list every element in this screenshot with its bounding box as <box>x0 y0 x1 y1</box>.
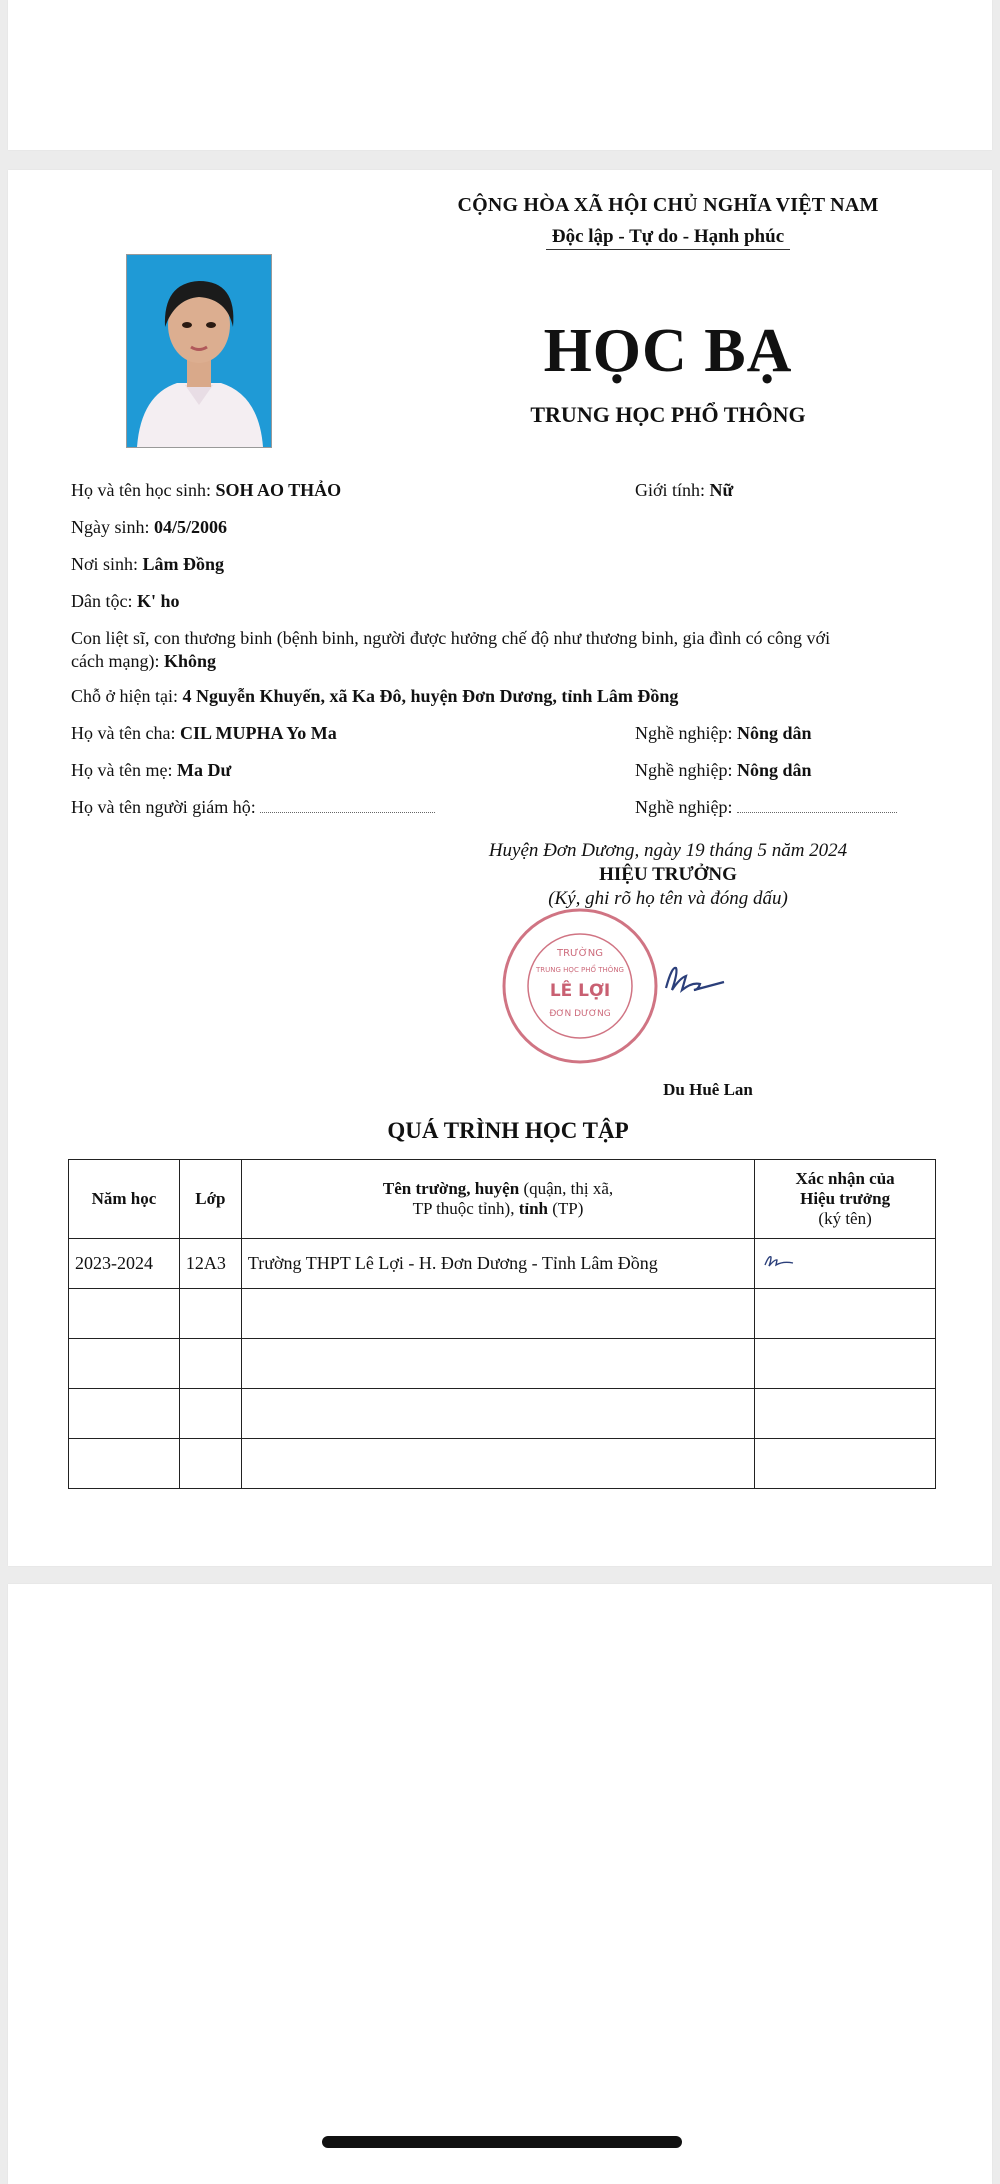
guardian-row <box>71 797 435 818</box>
cell-school <box>241 1389 754 1439</box>
table-row <box>69 1339 936 1389</box>
confirm-header-3: (ký tên) <box>818 1209 872 1228</box>
dob-label: Ngày sinh: <box>71 517 150 537</box>
school-header-bold-1: Tên trường, huyện <box>382 1179 520 1198</box>
school-header-bold-2: tỉnh <box>518 1199 549 1218</box>
birthplace-row <box>71 554 224 575</box>
father-job: Nông dân <box>736 723 812 743</box>
confirm-signature <box>761 1251 797 1271</box>
address-value: 4 Nguyễn Khuyến, xã Ka Đô, huyện Đơn Dương, tỉnh Lâm Đồng <box>182 686 679 706</box>
cell-confirm <box>755 1339 936 1389</box>
guardian-job-blank <box>737 812 897 813</box>
confirm-header-2: Hiệu trưởng <box>800 1189 891 1208</box>
policy-row-line2 <box>71 651 216 672</box>
cell-school <box>241 1289 754 1339</box>
birthplace-value: Lâm Đồng <box>142 554 225 574</box>
guardian-blank <box>260 812 435 813</box>
next-page <box>8 1584 992 2184</box>
father-job-row <box>635 723 812 744</box>
stamp-school-name: LÊ LỢI <box>549 981 611 1001</box>
portrait-illustration <box>127 255 271 447</box>
motto-text: Độc lập - Tự do - Hạnh phúc <box>546 226 790 250</box>
guardian-job-row <box>635 797 897 818</box>
mother-name: Ma Dư <box>176 760 232 780</box>
stamp-graphic <box>500 906 660 1066</box>
cell-class <box>179 1439 241 1489</box>
col-school-header <box>241 1160 754 1239</box>
motto <box>308 226 1000 248</box>
school-header-norm-1: (quận, thị xã, <box>523 1179 614 1198</box>
cell-class <box>179 1339 241 1389</box>
document-page <box>8 170 992 1566</box>
document-title: HỌC BẠ <box>543 317 793 385</box>
cell-school: Trường THPT Lê Lợi - H. Đơn Dương - Tỉnh Lâm Đồng <box>241 1239 754 1289</box>
cell-class: 12A3 <box>179 1239 241 1289</box>
address-label: Chỗ ở hiện tại: <box>71 686 179 706</box>
signature-note: (Ký, ghi rõ họ tên và đóng dấu) <box>548 888 788 909</box>
ethnicity-row <box>71 591 180 612</box>
col-year-header: Năm học <box>69 1160 180 1239</box>
previous-page <box>8 0 992 150</box>
cell-school <box>241 1439 754 1489</box>
stamp-bottom-text: ĐƠN DƯƠNG <box>549 1009 611 1019</box>
mother-job: Nông dân <box>736 760 812 780</box>
history-header-row <box>69 1160 936 1239</box>
document-subtitle: TRUNG HỌC PHỔ THÔNG <box>530 402 806 427</box>
cell-class <box>179 1389 241 1439</box>
confirm-header-1: Xác nhận của <box>795 1169 895 1188</box>
mother-label: Họ và tên mẹ: <box>71 760 173 780</box>
country-header: CỘNG HÒA XÃ HỘI CHỦ NGHĨA VIỆT NAM <box>457 194 879 216</box>
stamp-top-text: TRƯỜNG <box>557 948 603 959</box>
table-row <box>69 1239 936 1289</box>
col-confirm-header <box>755 1160 936 1239</box>
cell-confirm <box>755 1239 936 1289</box>
student-name-row <box>71 480 341 501</box>
cell-class <box>179 1289 241 1339</box>
cell-confirm <box>755 1439 936 1489</box>
birthplace-label: Nơi sinh: <box>71 554 139 574</box>
history-table <box>68 1159 936 1489</box>
dob-value: 04/5/2006 <box>154 517 228 537</box>
father-row <box>71 723 337 744</box>
dob-row <box>71 517 227 538</box>
name-label: Họ và tên học sinh: <box>71 480 211 500</box>
mother-job-row <box>635 760 812 781</box>
gender-value: Nữ <box>709 480 734 500</box>
cell-year <box>69 1289 180 1339</box>
address-row <box>71 686 678 707</box>
guardian-label: Họ và tên người giám hộ: <box>71 797 256 817</box>
cell-year: 2023-2024 <box>69 1239 180 1289</box>
school-stamp <box>500 906 660 1066</box>
principal-role: HIỆU TRƯỞNG <box>599 864 737 885</box>
father-label: Họ và tên cha: <box>71 723 176 743</box>
cell-year <box>69 1339 180 1389</box>
ethnicity-value: K' ho <box>136 591 180 611</box>
cell-year <box>69 1439 180 1489</box>
principal-signature <box>658 960 728 1000</box>
policy-value: Không <box>163 651 216 671</box>
signer-name: Du Huê Lan <box>663 1080 753 1099</box>
father-name: CIL MUPHA Yo Ma <box>179 723 337 743</box>
table-row <box>69 1439 936 1489</box>
home-indicator[interactable] <box>322 2136 682 2148</box>
stamp-mid-text: TRUNG HỌC PHỔ THÔNG <box>536 966 624 974</box>
cell-school <box>241 1339 754 1389</box>
policy-label-2: cách mạng): <box>71 651 160 671</box>
col-class-header: Lớp <box>179 1160 241 1239</box>
guardian-job-label: Nghề nghiệp: <box>635 797 733 817</box>
policy-label-1: Con liệt sĩ, con thương binh (bệnh binh, người được hưởng chế độ như thương binh, gia đình có công với <box>71 628 831 648</box>
cell-year <box>69 1389 180 1439</box>
place-date: Huyện Đơn Dương, ngày 19 tháng 5 năm 2024 <box>488 840 848 861</box>
table-row <box>69 1389 936 1439</box>
school-header-norm-3: (TP) <box>552 1199 584 1218</box>
gender-label: Giới tính: <box>635 480 706 500</box>
student-photo <box>126 254 272 448</box>
ethnicity-label: Dân tộc: <box>71 591 133 611</box>
student-name: SOH AO THẢO <box>215 480 342 500</box>
policy-row-line1 <box>71 628 830 649</box>
mother-row <box>71 760 231 781</box>
school-header-norm-2: TP thuộc tỉnh), <box>412 1199 515 1218</box>
history-title: QUÁ TRÌNH HỌC TẬP <box>387 1118 629 1143</box>
cell-confirm <box>755 1389 936 1439</box>
gender-row <box>635 480 733 501</box>
mother-job-label: Nghề nghiệp: <box>635 760 733 780</box>
cell-confirm <box>755 1289 936 1339</box>
father-job-label: Nghề nghiệp: <box>635 723 733 743</box>
table-row <box>69 1289 936 1339</box>
